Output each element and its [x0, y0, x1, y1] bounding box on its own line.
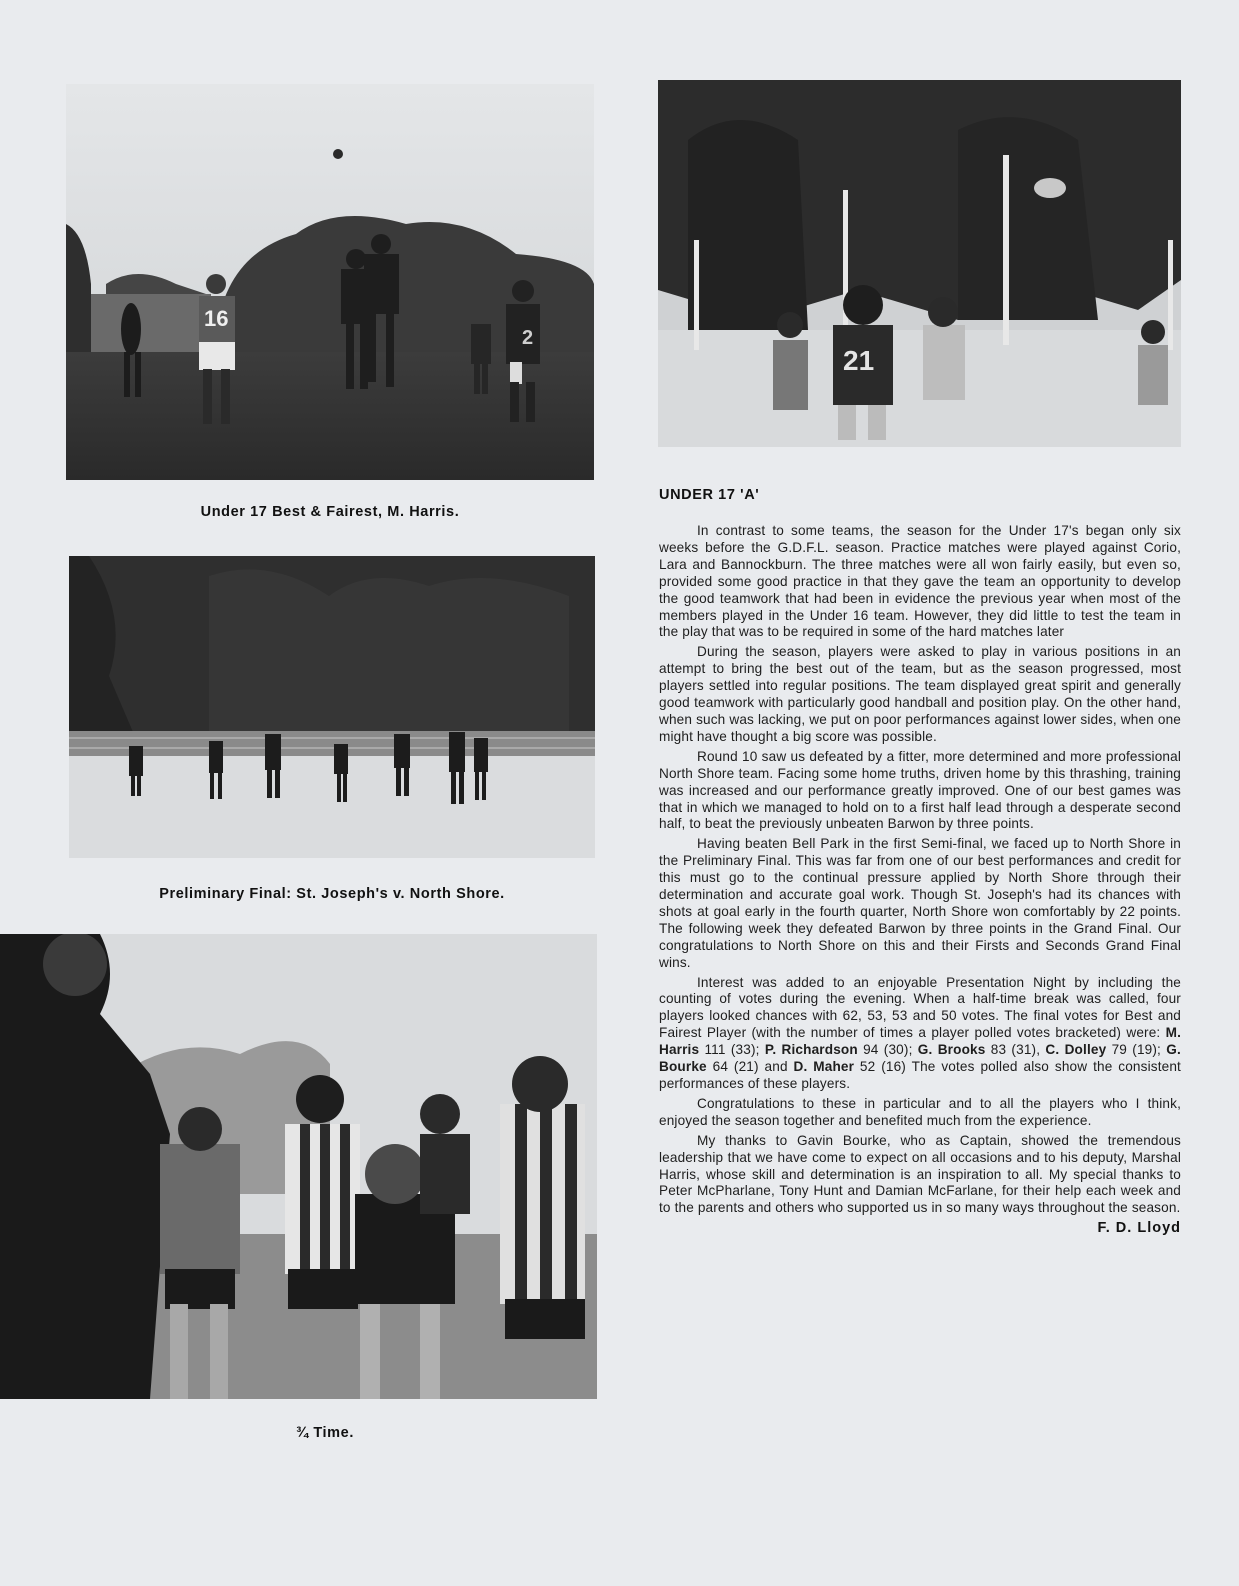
vote-detail-2: 94 (30);	[863, 1042, 913, 1058]
article-heading: UNDER 17 'A'	[659, 487, 760, 503]
article-paragraph-1: In contrast to some teams, the season for the Under 17's began only six weeks before the G.D.F.L. season. Practice matches were played against Corio, Lara and Bannockburn. The three matches were all won fairly easily, but even so, provided some good practice in that they gave the team an opportunity to develop the good teamwork that had been in evidence the previous year when most of the members played in the Under 16 team. However, they did little to test the team in the play that was to be required in some of the hard matches later	[659, 523, 1181, 640]
jersey-number-16: 16	[204, 306, 229, 331]
caption-three-quarter-time: ¾ Time.	[296, 1425, 354, 1441]
caption-best-fairest: Under 17 Best & Fairest, M. Harris.	[200, 504, 460, 520]
vote-detail-5: 64 (21) and	[712, 1059, 788, 1075]
vote-name-4: C. Dolley	[1045, 1042, 1107, 1058]
vote-detail-6: 52 (16)	[859, 1059, 906, 1075]
vote-name-3: G. Brooks	[917, 1042, 986, 1058]
photo-match-action	[658, 80, 1181, 447]
photo-preliminary-final	[69, 556, 595, 858]
article-paragraph-4: Having beaten Bell Park in the first Semi-final, we faced up to North Shore in the Preliminary Final. This was far from one of our best performances and credit for this must go to the continual pressure applied by North Shore through their determination and accurate goal work. Though St. Joseph's had its chances with shots at goal early in the fourth quarter, North Shore won comfortably by 22 points. The following week they defeated Barwon by three points in the Grand Final. Our congratulations to North Shore on this and their Firsts and Seconds Grand Final wins.	[659, 836, 1181, 970]
article-paragraph-3: Round 10 saw us defeated by a fitter, more determined and more professional North Shore team. Facing some home truths, driven home by this thrashing, training was increased and our performance greatly improved. One of our best games was that in which we managed to hold on to a first half lead through a desperate second half, to beat the previously unbeaten Barwon by three points.	[659, 748, 1181, 832]
photo-three-quarter-time	[0, 934, 597, 1399]
vote-name-2: P. Richardson	[764, 1042, 858, 1058]
jersey-number-21: 21	[843, 345, 875, 376]
article-paragraph-2: During the season, players were asked to play in various positions in an attempt to bring the best out of the team, but as the season progressed, most players settled into regular positions. The team displayed great spirit and generally good teamwork with particularly good handball and position play. On the other hand, when such was lacking, we put on poor performances against lower sides, when one might have thought a big score was possible.	[659, 644, 1181, 744]
article-paragraph-7: My thanks to Gavin Bourke, who as Captain, showed the tremendous leadership that we have come to expect on all occasions and to his deputy, Marshal Harris, whose skill and determination is an inspiration to all. My special thanks to Peter McPharlane, Tony Hunt and Damian McFarlane, for their help each week and to the parents and others who supported us in so many ways throughout the season.	[659, 1132, 1181, 1216]
vote-name-5: G. Bourke	[659, 1042, 1181, 1075]
caption-preliminary-final: Preliminary Final: St. Joseph's v. North Shore.	[159, 886, 505, 902]
votes-intro: Interest was added to an enjoyable Presentation Night by including the counting of votes during the evening. When a half-time break was called, four players looked chances with 62, 53, 53 and 50 votes. The final votes for Best and Fairest Player (with the number of times a player polled votes bracketed) were:	[659, 974, 1181, 1041]
photo-best-fairest	[66, 84, 594, 480]
vote-detail-4: 79 (19);	[1111, 1042, 1161, 1058]
jersey-number-2: 2	[522, 327, 534, 349]
votes-outro: The votes polled also show the consistent performances of these players.	[659, 1059, 1181, 1091]
article-paragraph-5	[659, 975, 1181, 1093]
article-paragraph-6: Congratulations to these in particular and to all the players who I think, enjoyed the season together and benefited much from the experience.	[659, 1095, 1181, 1128]
vote-name-6: D. Maher	[793, 1059, 855, 1075]
vote-name-1: M. Harris	[659, 1025, 1181, 1058]
vote-detail-1: 111 (33);	[704, 1042, 760, 1058]
vote-detail-3: 83 (31),	[990, 1042, 1041, 1058]
article-under-17-a	[659, 487, 1181, 1236]
article-signature: F. D. Lloyd	[1097, 1220, 1181, 1237]
